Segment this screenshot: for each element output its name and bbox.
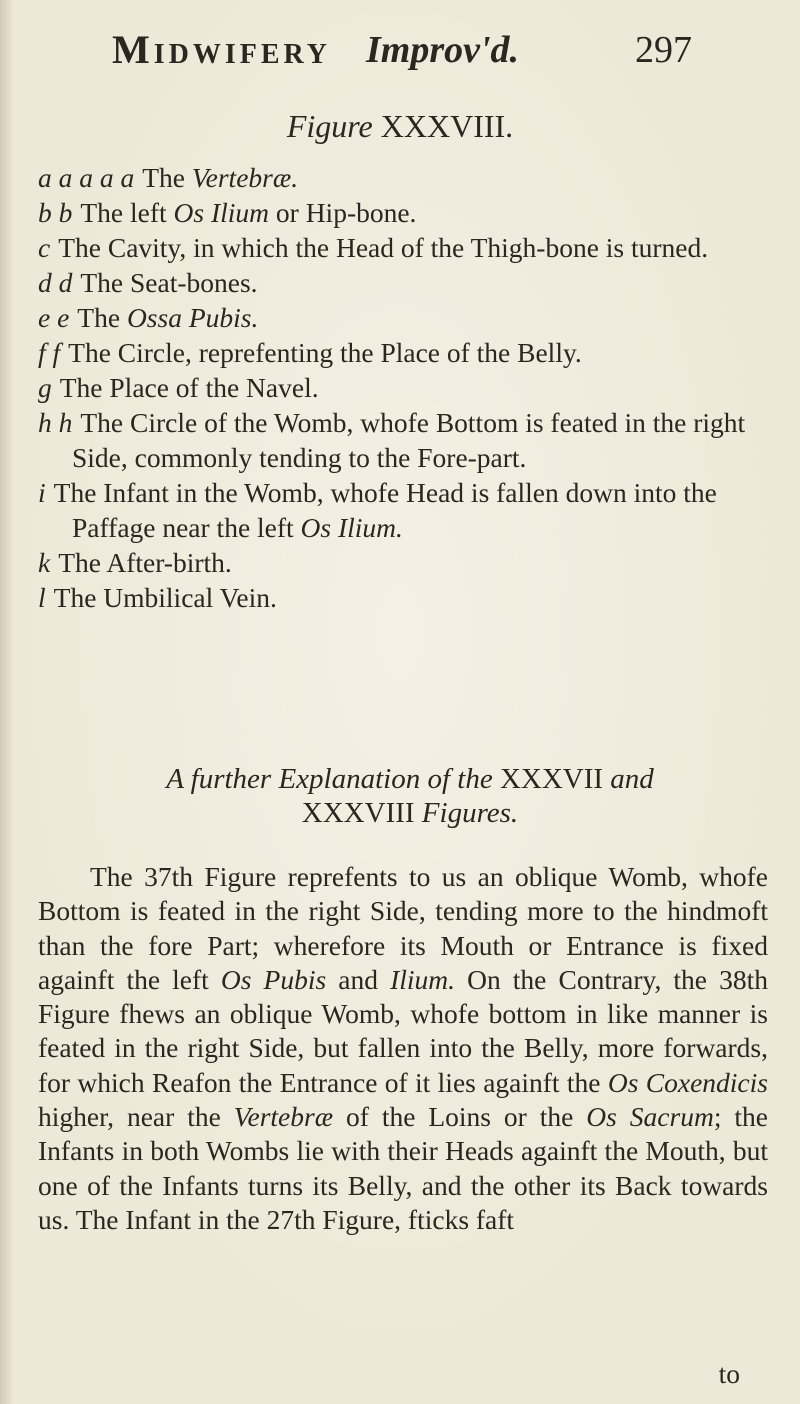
body-text-run: higher, near the — [38, 1101, 234, 1133]
legend-text: The left — [80, 197, 174, 228]
legend-term: Os Ilium. — [300, 512, 403, 543]
legend-key: g — [38, 372, 52, 403]
legend-item — [38, 300, 778, 335]
legend-item — [38, 265, 778, 300]
legend-key: l — [38, 582, 46, 613]
legend-text: The Infant in the Womb, whofe Head is fallen down into the Paffage near the left — [53, 477, 717, 543]
catchword: to — [718, 1358, 740, 1389]
legend-item — [38, 160, 778, 195]
subheading-numeral: XXXVIII — [301, 797, 415, 829]
legend-key: b b — [38, 197, 73, 228]
legend-key: e e — [38, 302, 70, 333]
subheading-numeral: XXXVII — [499, 763, 604, 795]
body-text-run: and — [326, 963, 391, 995]
legend-text: The — [77, 302, 127, 333]
running-header — [112, 26, 692, 86]
body-term: Os Sacrum — [586, 1101, 714, 1133]
legend-text: The Seat-bones. — [80, 267, 258, 298]
body-text-run: The 37th Figure reprefents to us an oblique Womb, whofe Bottom is feated in the right Side, tending more to the hindmoft than the fore Part; wherefore its Mouth or Entrance is fixed againft the left — [38, 861, 768, 995]
legend-item — [38, 405, 778, 475]
legend-key: i — [38, 477, 46, 508]
legend-text: The Place of the Navel. — [59, 372, 319, 403]
legend-item — [38, 545, 778, 580]
section-subheading — [90, 762, 730, 830]
figure-word: Figure — [286, 108, 373, 144]
figure-numeral: XXXVIII. — [380, 108, 514, 144]
legend-key: k — [38, 547, 51, 578]
legend-text: The After-birth. — [58, 547, 232, 578]
legend-item — [38, 580, 778, 615]
legend-term: Ossa Pubis. — [126, 302, 259, 333]
legend-item — [38, 475, 778, 545]
body-text-run: of the Loins or the — [333, 1101, 587, 1133]
legend-text: The Circle of the Womb, whofe Bottom is feated in the right Side, commonly tending to the Fore-part. — [72, 407, 746, 473]
body-text-run: On the Contrary, the 38th Figure fhews an oblique Womb, whofe bottom in like manner is feated in the right Side, but fallen into the Belly, more forwards, for which Reafon the Entrance of it lies againft the — [38, 963, 768, 1098]
legend-key: f f — [38, 337, 61, 368]
body-term: Ilium. — [390, 963, 455, 995]
legend-term: Os Ilium — [173, 197, 270, 228]
legend-item — [38, 230, 778, 265]
legend-term: Vertebræ. — [191, 162, 299, 193]
legend-key: a a a a a — [38, 162, 135, 193]
body-term: Os Coxendicis — [607, 1066, 768, 1098]
body-term: Vertebræ — [233, 1101, 334, 1133]
legend-text: The — [142, 162, 192, 193]
legend-item — [38, 370, 778, 405]
legend-item — [38, 195, 778, 230]
legend-text: The Circle, reprefenting the Place of the Belly. — [68, 337, 582, 368]
legend-key: d d — [38, 267, 73, 298]
subheading-and: and — [610, 763, 654, 795]
page-number: 297 — [635, 29, 692, 71]
legend-text: The Umbilical Vein. — [53, 582, 277, 613]
body-text-run: ; the Infants in both Wombs lie with their Heads againft the Mouth, but one of the Infants turns its Belly, and the other its Back towards us. The Infant in the 27th Figure, fticks faft — [38, 1101, 768, 1235]
body-paragraph — [38, 860, 768, 1237]
subheading-figures: Figures. — [421, 797, 519, 829]
figure-heading — [0, 108, 800, 145]
running-title-improved: Improv'd. — [366, 29, 520, 71]
legend-text: The Cavity, in which the Head of the Thigh-bone is turned. — [58, 232, 709, 263]
subheading-text: A further Explanation of the — [166, 763, 493, 795]
body-term: Os Pubis — [220, 963, 327, 995]
legend-text-end: or Hip-bone. — [269, 197, 417, 228]
running-title-midwifery: Midwifery — [112, 27, 332, 72]
legend-key: c — [38, 232, 51, 263]
legend-key: h h — [38, 407, 73, 438]
figure-legend — [38, 160, 778, 615]
legend-item — [38, 335, 778, 370]
